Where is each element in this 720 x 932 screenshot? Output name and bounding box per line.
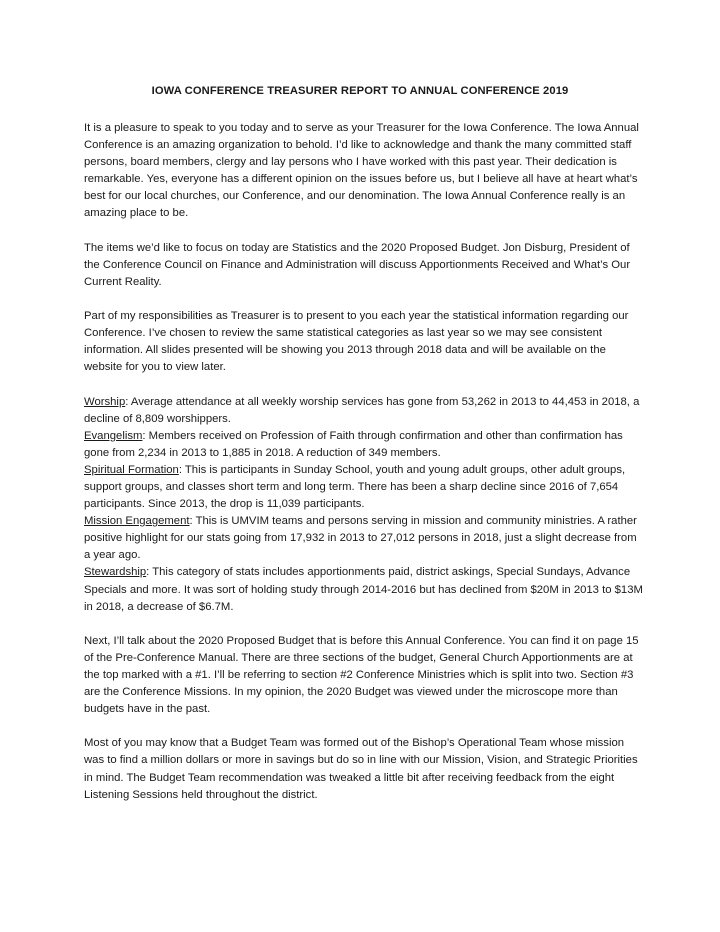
category-text: : Average attendance at all weekly worship services has gone from 53,262 in 2013 to 44,453 in 2018, a decline of 8,809 worshippers.	[84, 395, 640, 425]
category-stewardship	[84, 564, 644, 615]
category-label: Spiritual Formation	[84, 463, 179, 476]
statistics-categories	[84, 394, 644, 616]
budget-paragraph: Next, I’ll talk about the 2020 Proposed Budget that is before this Annual Conference. You can find it on page 15 of the Pre-Conference Manual. There are three sections of the budget, General Church Apportionments are at the top marked with a #1. I’ll be referring to section #2 Conference Ministries which is split into two. Section #3 are the Conference Missions. In my opinion, the 2020 Budget was viewed under the microscope more than budgets have in the past.	[84, 634, 639, 716]
category-label: Mission Engagement	[84, 515, 190, 528]
category-text: : This is participants in Sunday School, youth and young adult groups, other adult groups, support groups, and classes short term and long term. There has been a sharp decline since 2016 of 7,654 participants. Since 2013, the drop is 11,039 participants.	[84, 463, 626, 511]
category-label: Stewardship	[84, 566, 147, 579]
category-text: : This category of stats includes apportionments paid, district askings, Special Sundays, Advance Specials and more. It was sort of holding study through 2014-2016 but has declined from $20M in 2013 to $13M in 2018, a decrease of $6.7M.	[84, 566, 643, 613]
document-body	[84, 120, 644, 821]
category-worship	[84, 394, 644, 428]
budget-team-paragraph: Most of you may know that a Budget Team was formed out of the Bishop’s Operational Team whose mission was to find a million dollars or more in savings but do so in line with our Mission, Vision, and Strategic Priorities in mind. The Budget Team recommendation was tweaked a little bit after receiving feedback from the eight Listening Sessions held throughout the district.	[84, 737, 638, 801]
category-label: Evangelism	[84, 429, 143, 442]
category-text: : This is UMVIM teams and persons serving in mission and community ministries. A rather positive highlight for our stats going from 17,932 in 2013 to 27,012 persons in 2018, just a slight decrease from a year ago.	[84, 515, 637, 562]
category-label: Worship	[84, 395, 126, 408]
intro-paragraph: It is a pleasure to speak to you today and to serve as your Treasurer for the Iowa Conference. The Iowa Annual Conference is an amazing organization to behold. I’d like to acknowledge and thank the many committed staff persons, board members, clergy and lay persons who I have worked with this past year. Their dedication is remarkable. Yes, everyone has a different opinion on the issues before us, but I believe all have at heart what’s best for our local churches, our Conference, and our denomination. The Iowa Annual Conference really is an amazing place to be.	[84, 122, 639, 220]
focus-paragraph: The items we’d like to focus on today are Statistics and the 2020 Proposed Budget. Jon Disburg, President of the Conference Council on Finance and Administration will discuss Apportionments Received and What’s Our Current Reality.	[84, 241, 631, 288]
statistics-paragraph: Part of my responsibilities as Treasurer is to present to you each year the statistical information regarding our Conference. I’ve chosen to review the same statistical categories as last year so we may see consistent information. All slides presented will be showing you 2013 through 2018 data and will be available on the website for you to view later.	[84, 310, 629, 374]
document-title: IOWA CONFERENCE TREASURER REPORT TO ANNUAL CONFERENCE 2019	[151, 85, 569, 97]
category-spiritual-formation	[84, 462, 644, 513]
category-mission-engagement	[84, 513, 644, 564]
category-text: : Members received on Profession of Faith through confirmation and other than confirmation has gone from 2,234 in 2013 to 1,885 in 2018. A reduction of 349 members.	[84, 429, 623, 459]
category-evangelism	[84, 428, 644, 462]
